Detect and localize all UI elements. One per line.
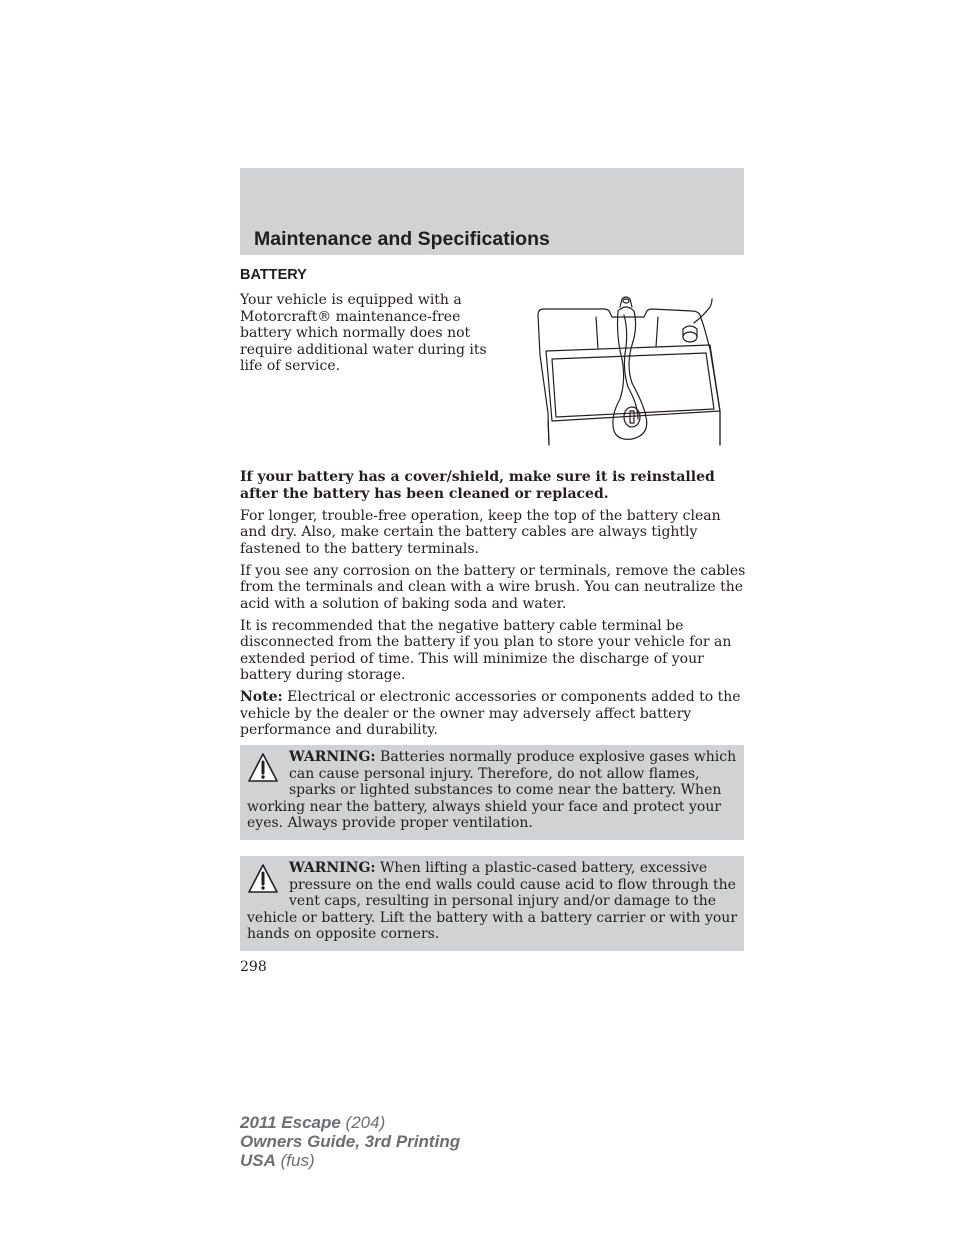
warning-1-body: Batteries normally produce explosive gases which can cause personal injury. Therefore, do not allow flames, sparks or lighted substances to come near the battery. When working near the battery, always shield your face and protect your eyes. Always provide proper ventilation. [247,749,737,831]
battery-note [240,689,746,739]
warning-triangle-icon [247,752,279,784]
warning-2-body: When lifting a plastic-cased battery, excessive pressure on the end walls could cause acid to flow through the vent caps, resulting in personal injury and/or damage to the vehicle or battery. Lift the battery with a battery carrier or with your hands on opposite corners. [247,860,738,942]
section-header-title: Maintenance and Specifications [254,228,550,250]
warning-2-text [247,860,737,943]
cover-shield-callout: If your battery has a cover/shield, make sure it is reinstalled after the battery has been cleaned or replaced. [240,469,715,502]
footer-model-line [240,1113,460,1132]
warning-2-label: WARNING: [289,860,376,876]
warning-box-explosive-gases [240,745,744,840]
footer-model-code: (204) [340,1113,386,1132]
warning-1-label: WARNING: [289,749,376,765]
footer-region-code: (fus) [275,1151,315,1170]
battery-paragraph-1: For longer, trouble-free operation, keep the top of the battery clean and dry. Also, make certain the battery cables are always tightly fastened to the battery terminals. [240,507,721,557]
battery-paragraph-3: It is recommended that the negative battery cable terminal be disconnected from the battery if you plan to store your vehicle for an extended period of time. This will minimize the discharge of your battery during storage. [240,617,732,683]
section-header-band [240,168,744,255]
footer-guide: Owners Guide, 3rd Printing [240,1132,461,1151]
warning-1-text [247,749,737,832]
warning-box-plastic-cased-battery [240,856,744,951]
note-label: Note: [240,689,283,705]
page-number: 298 [240,959,267,975]
battery-body [240,469,746,744]
battery-intro-text: Your vehicle is equipped with a Motorcraft® maintenance-free battery which normally does not require additional water during its life of service. [240,292,487,374]
battery-heading: BATTERY [240,267,307,283]
warning-triangle-icon [247,863,279,895]
battery-illustration [534,293,729,448]
battery-paragraph-2: If you see any corrosion on the battery or terminals, remove the cables from the terminals and clean with a wire brush. You can neutralize the acid with a solution of baking soda and water. [240,562,746,612]
footer-model: 2011 Escape [240,1113,341,1132]
document-footer [240,1113,460,1170]
note-text: Electrical or electronic accessories or components added to the vehicle by the dealer or the owner may adversely affect battery performance and durability. [240,689,741,738]
footer-region: USA [240,1151,276,1170]
footer-region-line [240,1151,460,1170]
